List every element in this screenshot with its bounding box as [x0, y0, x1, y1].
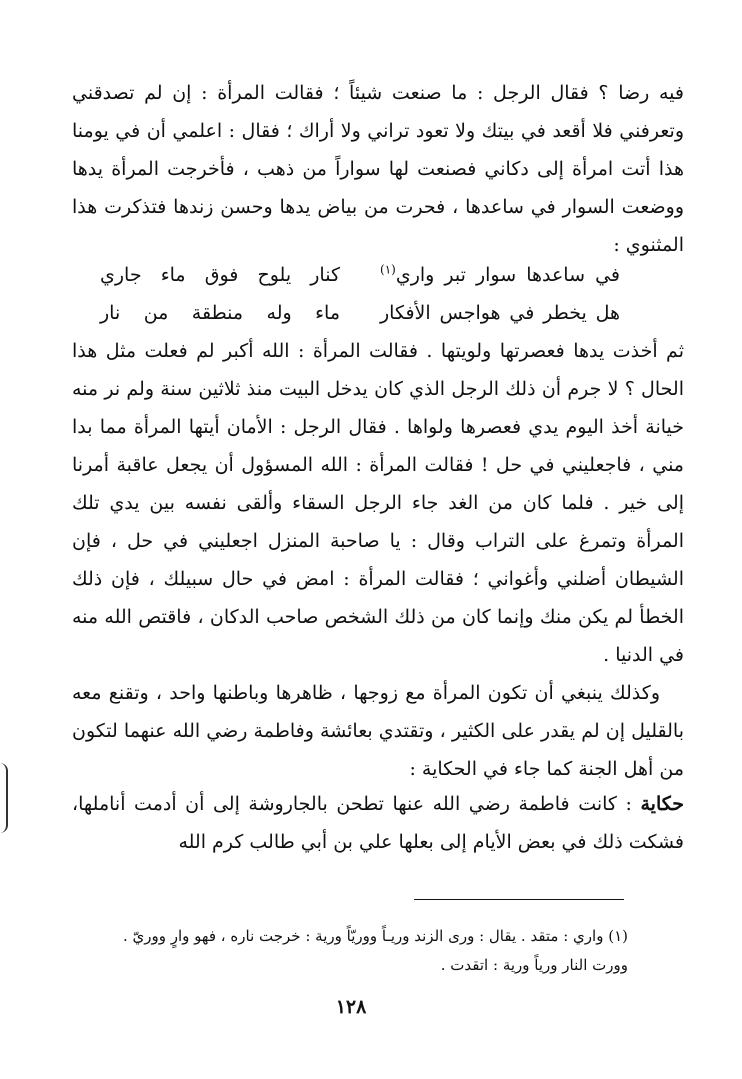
page-number: ١٢٨	[335, 996, 367, 1018]
poem-line-2-first-hemistich: هل يخطر في هواجس الأفكار	[380, 302, 620, 324]
paragraph-4-text: : كانت فاطمة رضي الله عنها تطحن بالجاروشة إلى أن أدمت أناملها، فشكت ذلك في بعض الأيام إلى بعلها علي بن أبي طالب كرم الله	[72, 793, 684, 853]
poem-line-1	[100, 256, 620, 294]
footnote	[72, 922, 628, 980]
footnote-marker: (١)	[380, 262, 396, 277]
poem-line-2-second-hemistich: ماء وله منطقة من نار	[100, 302, 340, 324]
poem-line-1-second-hemistich: كنار يلوح فوق ماء جاري	[100, 264, 340, 286]
poem-line-1-first-hemistich	[380, 256, 620, 294]
paragraph-2: ثم أخذت يدها فعصرتها ولويتها . فقالت المرأة : الله أكبر لم فعلت مثل هذا الحال ؟ لا جرم أن ذلك الرجل الذي كان يدخل البيت منذ ثلاثين سنة ولم نر منه خيانة أخذ اليوم يدي فعصرها ولواها . فقال الرجل : الأمان أيتها المرأة مما بدا مني ، فاجعليني في حل ! فقالت المرأة : الله المسؤول أن يجعل عاقبة أمرنا إلى خير . فلما كان من الغد جاء الرجل السقاء وألقى نفسه بين يدي تلك المرأة وتمرغ على التراب وقال : يا صاحبة المنزل اجعليني في حل ، فإن الشيطان أضلني وأغواني ؛ فقالت المرأة : امض في حال سبيلك ، فإن ذلك الخطأ لم يكن منك وإنما كان من ذلك الشخص صاحب الدكان ، فاقتص الله منه في الدنيا .	[72, 340, 684, 666]
poem	[100, 256, 620, 332]
footnote-divider	[414, 899, 624, 900]
footnote-line-2: وورت النار ورياً ورية : اتقدت .	[440, 956, 628, 974]
paragraph-4	[72, 785, 684, 861]
scan-edge-mark	[0, 763, 8, 833]
poem-line-2	[100, 294, 620, 332]
paragraph-1: فيه رضا ؟ فقال الرجل : ما صنعت شيئاً ؛ فقالت المرأة : إن لم تصدقني وتعرفني فلا أقعد في بيتك ولا تعود تراني ولا أراك ؛ فقال : اعلمي أن في يومنا هذا أتت امرأة إلى دكاني فصنعت لها سواراً من ذهب ، فأخرجت المرأة يدها ووضعت السوار في ساعدها ، فحرت من بياض يدها وحسن زندها فتذكرت هذا المثنوي :	[72, 82, 684, 256]
footnote-line-1: (١) واري : متقد . يقال : ورى الزند وريـاً ووريّاً ورية : خرجت ناره ، فهو وارٍ ووريّ .	[122, 927, 628, 945]
story-label: حكاية	[640, 793, 684, 815]
paragraph-3: وكذلك ينبغي أن تكون المرأة مع زوجها ، ظاهرها وباطنها واحد ، وتقنع معه بالقليل إن لم يقدر على الكثير ، وتقتدي بعائشة وفاطمة رضي الله عنهما لتكون من أهل الجنة كما جاء في الحكاية :	[72, 682, 684, 780]
poem-line-1-first-text: في ساعدها سوار تبر واري	[395, 264, 620, 286]
